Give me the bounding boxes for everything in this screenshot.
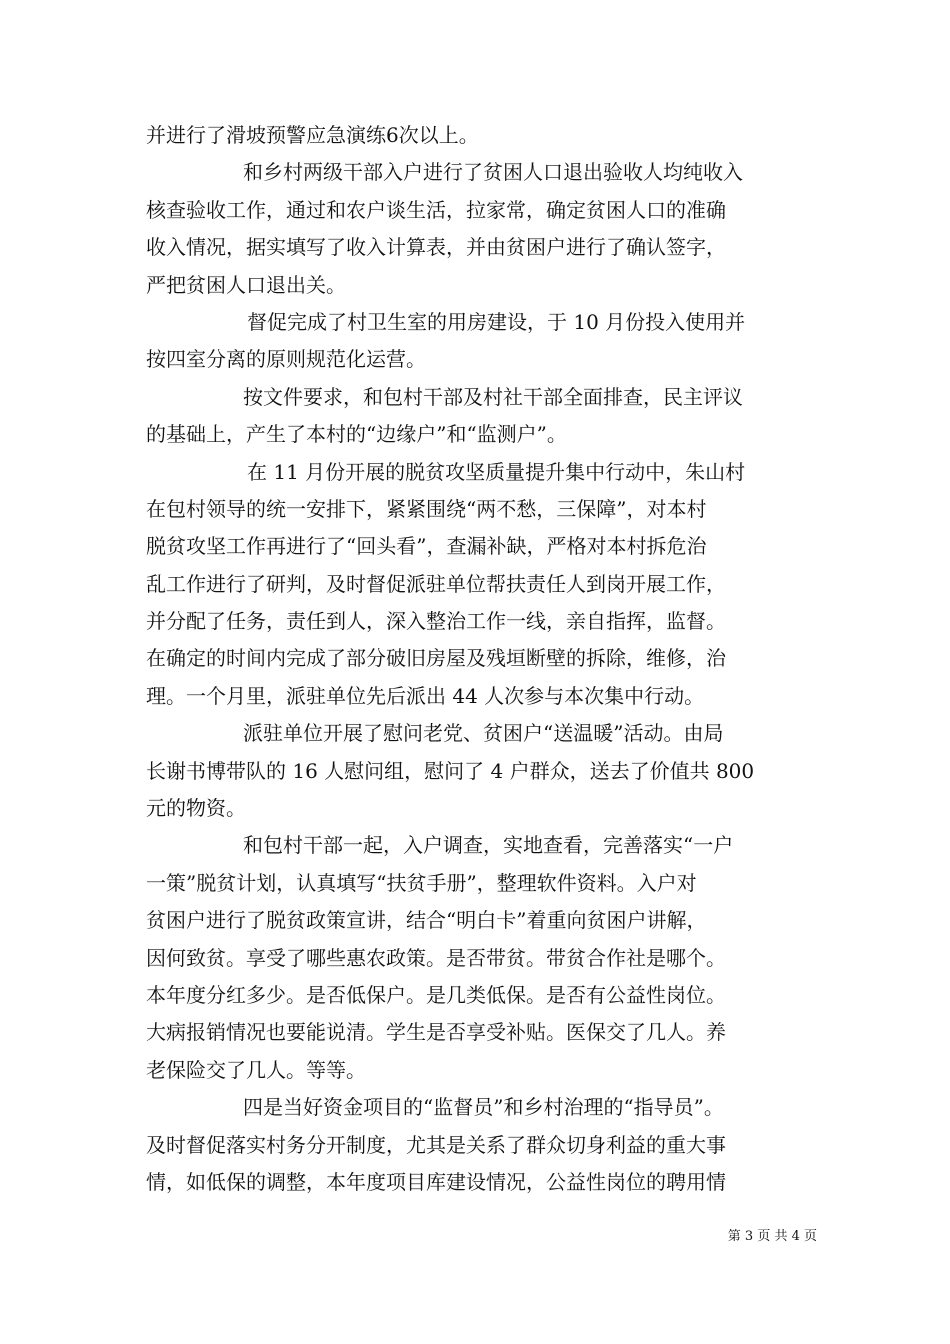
document-body [146, 117, 818, 1201]
text-line: 按文件要求，和包村干部及村社干部全面排查，民主评议 [243, 384, 743, 409]
text-line: 大病报销情况也要能说清。学生是否享受补贴。医保交了几人。养 [146, 1020, 726, 1045]
text-line: 督促完成了村卫生室的用房建设，于 10 月份投入使用并 [247, 309, 746, 334]
text-line: 老保险交了几人。等等。 [146, 1057, 366, 1082]
text-line: 严把贫困人口退出关。 [146, 272, 346, 297]
text-line: 的基础上，产生了本村的“边缘户”和“监测户”。 [146, 422, 567, 447]
text-line: 派驻单位开展了慰问老党、贫困户“送温暖”活动。由局 [243, 721, 724, 746]
page-number-footer: 第 3 页 共 4 页 [727, 1229, 817, 1244]
text-line: 在包村领导的统一安排下，紧紧围绕“两不愁，三保障”，对本村 [146, 496, 707, 521]
text-line: 长谢书博带队的 16 人慰问组，慰问了 4 户群众，送去了价值共 800 [146, 758, 755, 783]
text-line: 因何致贫。享受了哪些惠农政策。是否带贫。带贫合作社是哪个。 [146, 945, 726, 970]
text-line: 元的物资。 [146, 796, 246, 821]
text-line: 一策”脱贫计划，认真填写“扶贫手册”，整理软件资料。入户对 [146, 870, 697, 895]
text-line: 情，如低保的调整，本年度项目库建设情况，公益性岗位的聘用情 [146, 1169, 726, 1194]
text-line: 理。一个月里，派驻单位先后派出 44 人次参与本次集中行动。 [146, 683, 705, 708]
text-line: 和包村干部一起，入户调查，实地查看，完善落实“一户 [243, 833, 734, 858]
text-line: 贫困户进行了脱贫政策宣讲，结合“明白卡”着重向贫困户讲解， [146, 908, 707, 933]
text-line: 脱贫攻坚工作再进行了“回头看”，查漏补缺，严格对本村拆危治 [146, 534, 707, 559]
text-line: 收入情况，据实填写了收入计算表，并由贫困户进行了确认签字， [146, 235, 726, 260]
text-line: 和乡村两级干部入户进行了贫困人口退出验收人均纯收入 [243, 160, 743, 185]
text-line: 本年度分红多少。是否低保户。是几类低保。是否有公益性岗位。 [146, 982, 726, 1007]
text-line: 核查验收工作，通过和农户谈生活，拉家常，确定贫困人口的准确 [146, 197, 726, 222]
text-line: 及时督促落实村务分开制度，尤其是关系了群众切身利益的重大事 [146, 1132, 726, 1157]
text-line: 乱工作进行了研判，及时督促派驻单位帮扶责任人到岗开展工作， [146, 571, 726, 596]
text-line: 按四室分离的原则规范化运营。 [146, 347, 426, 372]
text-line: 并进行了滑坡预警应急演练6次以上。 [146, 123, 479, 147]
text-line: 在 11 月份开展的脱贫攻坚质量提升集中行动中，朱山村 [247, 459, 746, 484]
text-line: 在确定的时间内完成了部分破旧房屋及残垣断壁的拆除，维修，治 [146, 646, 726, 671]
text-line: 四是当好资金项目的“监督员”和乡村治理的“指导员”。 [243, 1095, 724, 1120]
text-line: 并分配了任务，责任到人，深入整治工作一线，亲自指挥，监督。 [146, 609, 726, 634]
